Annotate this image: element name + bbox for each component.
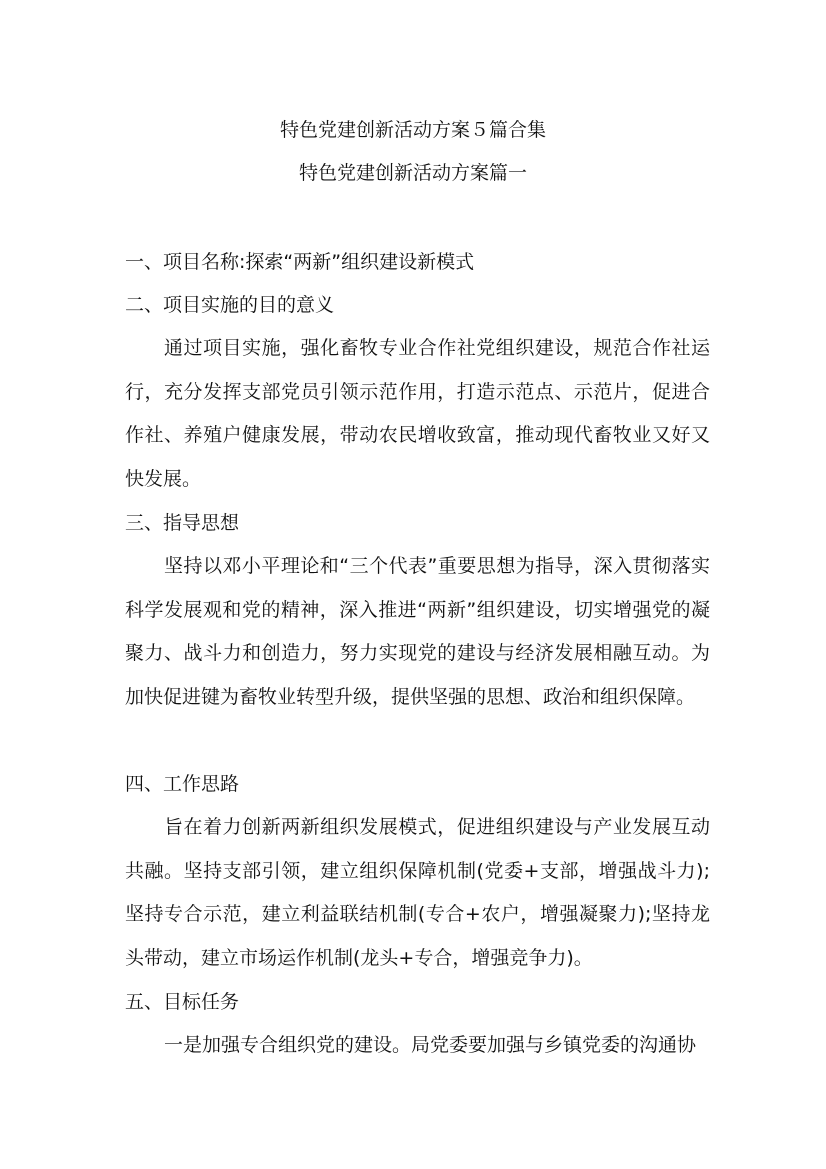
document-subtitle: 特色党建创新活动方案篇一 xyxy=(298,162,527,184)
document-title: 特色党建创新活动方案５篇合集 xyxy=(279,119,546,141)
section-heading-1: 一、项目名称:探索“两新”组织建设新模式 xyxy=(125,251,475,273)
section-paragraph-5: 一是加强专合组织党的建设。局党委要加强与乡镇党委的沟通协 xyxy=(164,1034,697,1056)
section-heading-3: 三、指导思想 xyxy=(125,512,240,534)
section-heading-5: 五、目标任务 xyxy=(125,991,240,1013)
section-paragraph-3: 坚持以邓小平理论和“三个代表”重要思想为指导，深入贯彻落实科学发展观和党的精神，深入推进“两新”组织建设，切实增强党的凝聚力、战斗力和创造力，努力实现党的建设与经济发展相融互动。为加快促进键为畜牧业转型升级，提供坚强的思想、政治和组织保障。 xyxy=(125,555,710,708)
section-heading-2: 二、项目实施的目的意义 xyxy=(125,294,335,316)
section-paragraph-2: 通过项目实施，强化畜牧专业合作社党组织建设，规范合作社运行，充分发挥支部党员引领示范作用，打造示范点、示范片，促进合作社、养殖户健康发展，带动农民增收致富，推动现代畜牧业又好又快发展。 xyxy=(125,337,710,490)
section-paragraph-4: 旨在着力创新两新组织发展模式，促进组织建设与产业发展互动共融。坚持支部引领，建立组织保障机制(党委+支部，增强战斗力);坚持专合示范，建立利益联结机制(专合+农户，增强凝聚力);坚持龙头带动，建立市场运作机制(龙头+专合，增强竞争力)。 xyxy=(125,816,710,969)
section-heading-4: 四、工作思路 xyxy=(125,773,240,795)
